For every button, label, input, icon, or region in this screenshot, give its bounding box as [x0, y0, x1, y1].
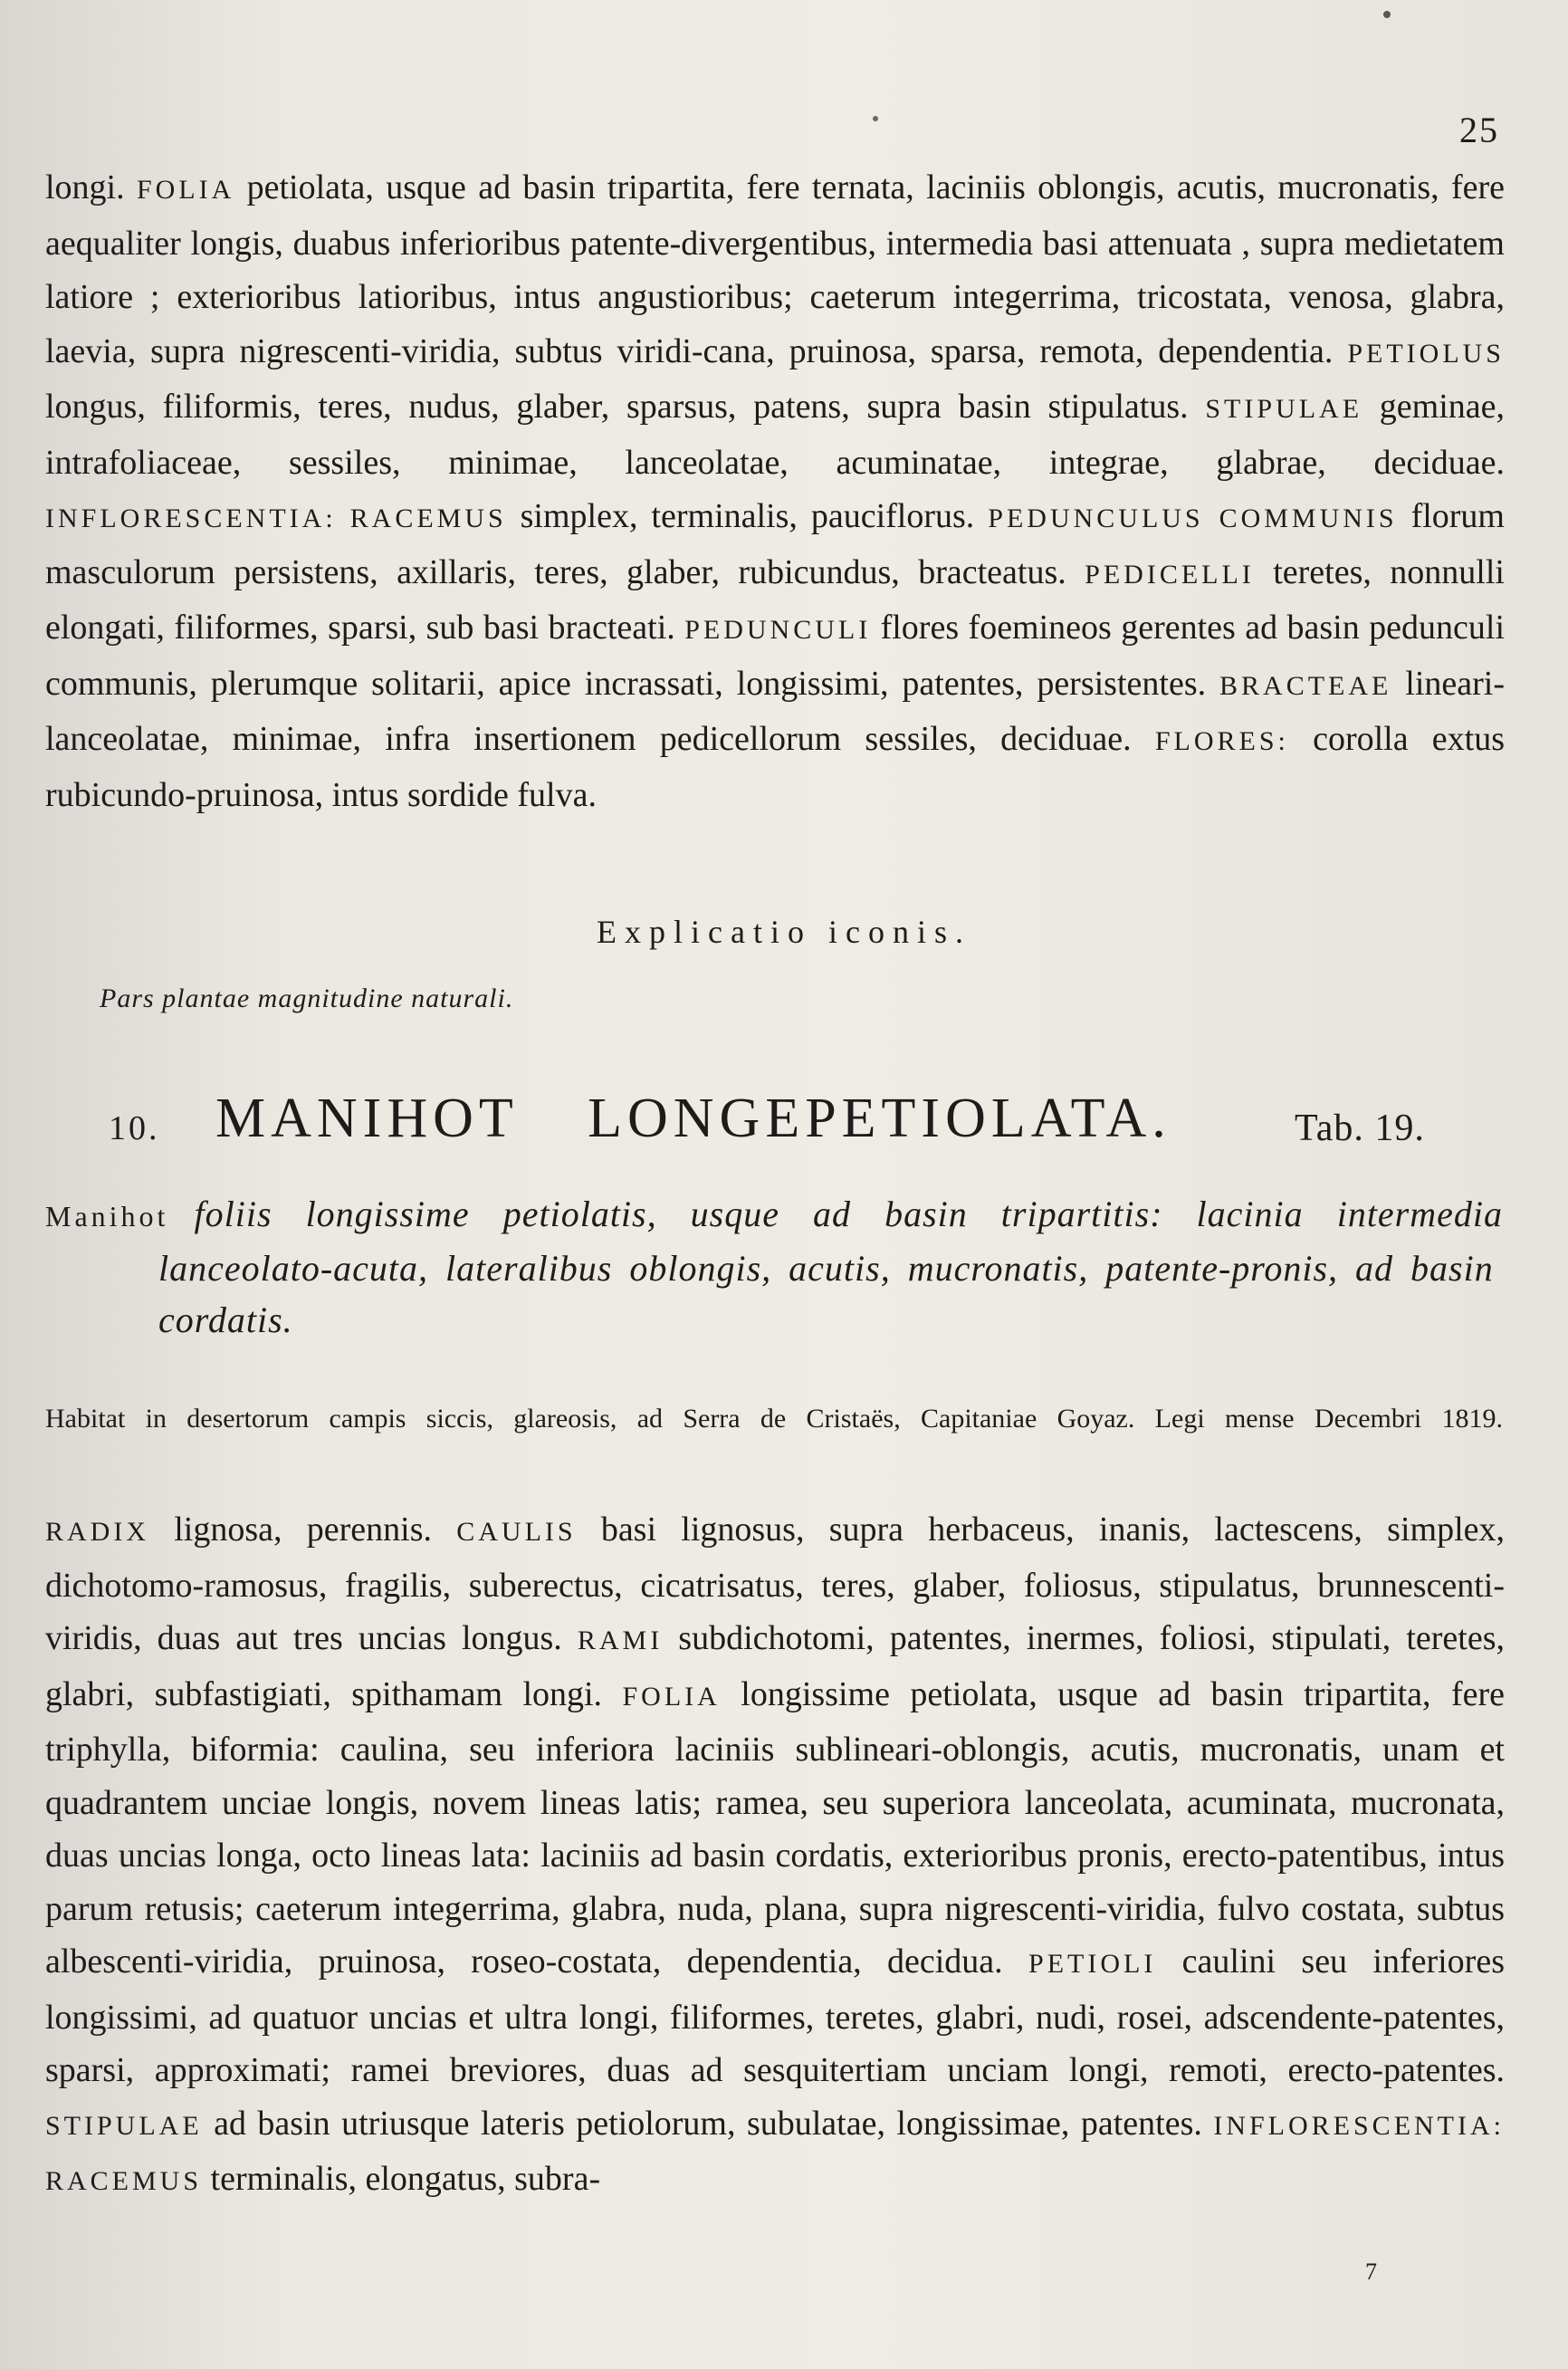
habitat-note: Habitat in desertorum campis siccis, glareosis, ad Serra de Cristaës, Capitaniae Goyaz. Legi mense Decembri 1819.	[45, 1404, 1503, 1434]
species-number: 10.	[109, 1109, 160, 1147]
text-run: florum masculorum persistens, axillaris, teres, glaber, rubicundus, bracteatus.	[45, 497, 1505, 591]
small-caps-term: BRACTEAE	[1219, 670, 1392, 701]
small-caps-term: INFLORESCENTIA:	[1213, 2110, 1505, 2141]
small-caps-term: RACEMUS	[45, 2166, 203, 2196]
diagnosis-genus: Manihot	[45, 1200, 169, 1232]
small-caps-term: PEDUNCULI	[684, 615, 872, 645]
species-heading	[109, 1087, 1448, 1159]
text-run: flores foemineos gerentes ad basin pedunculi communis, plerumque solitarii, apice incrassati, longissimi, patentes, persistentes.	[45, 609, 1505, 703]
small-caps-term: FLORES:	[1154, 726, 1289, 756]
text-run: longus, filiformis, teres, nudus, glaber, sparsus, patens, supra basin stipulatus.	[45, 388, 1206, 426]
description-paragraph	[45, 1503, 1505, 2209]
small-caps-term: RACEMUS	[349, 504, 507, 533]
figure-explanation-heading: Explicatio iconis.	[597, 914, 971, 950]
text-run: lignosa, perennis.	[149, 1511, 457, 1549]
small-caps-term: PETIOLUS	[1347, 338, 1505, 369]
description-paragraph-continued	[45, 161, 1505, 822]
page-number: 25	[1459, 110, 1499, 150]
diagnosis-text-line1: foliis longissime petiolatis, usque ad basin tripartitis: lacinia intermedia	[194, 1194, 1504, 1234]
figure-explanation-text: Pars plantae magnitudine naturali.	[100, 983, 514, 1013]
small-caps-term: PETIOLI	[1028, 1949, 1157, 1979]
ink-speck	[1383, 11, 1391, 18]
text-run: longi.	[45, 168, 137, 206]
small-caps-term: PEDICELLI	[1085, 559, 1255, 590]
small-caps-term: FOLIA	[622, 1681, 721, 1712]
small-caps-term: RAMI	[577, 1626, 664, 1655]
small-caps-term: STIPULAE	[1205, 394, 1363, 424]
diagnosis-text-rest: lanceolato-acuta, lateralibus oblongis, acutis, mucronatis, patente-pronis, ad basin cordatis.	[158, 1248, 1494, 1340]
small-caps-term: PEDUNCULUS COMMUNIS	[988, 504, 1398, 533]
text-run: corolla extus rubicundo-pruinosa, intus sordide fulva.	[45, 720, 1505, 814]
text-run: teretes, nonnulli elongati, filiformes, sparsi, sub basi bracteati.	[45, 552, 1505, 647]
text-run: lineari-lanceolatae, minimae, infra insertionem pedicellorum sessiles, deciduae.	[45, 664, 1505, 758]
text-run: terminalis, elongatus, subra-	[202, 2160, 601, 2198]
diagnosis-first-line	[45, 1188, 1503, 1242]
text-run: petiolata, usque ad basin tripartita, fere ternata, laciniis oblongis, acutis, mucronatis, fere aequaliter longis, duabus inferioribus patente-divergentibus, intermedia basi attenuata , supra medietatem latiore ; exterioribus latioribus, intus angustioribus; caeterum integerrima, tricostata, venosa, glabra, laevia, supra nigrescenti-viridia, subtus viridi-cana, pruinosa, sparsa, remota, dependentia.	[45, 168, 1505, 370]
small-caps-term: STIPULAE	[45, 2110, 203, 2141]
text-run: geminae, intrafoliaceae, sessiles, minimae, lanceolatae, acuminatae, integrae, glabrae, deciduae.	[45, 388, 1505, 482]
species-name: MANIHOT LONGEPETIOLATA.	[215, 1088, 1171, 1149]
signature-mark: 7	[1365, 2259, 1377, 2285]
text-run: caulini seu inferiores longissimi, ad quatuor uncias et ultra longi, filiformes, teretes, glabri, nudi, rosei, adscendente-patentes, sparsi, approximati; ramei breviores, duas ad sesquitertiam unciam longi, remoti, erecto-patentes.	[45, 1942, 1505, 2089]
text-run: basi lignosus, supra herbaceus, inanis, lactescens, simplex, dichotomo-ramosus, fragilis, suberectus, cicatrisatus, teres, glaber, foliosus, stipulatus, brunnescenti-viridis, duas aut tres uncias longus.	[45, 1511, 1505, 1657]
small-caps-term: INFLORESCENTIA:	[45, 504, 337, 533]
species-diagnosis	[45, 1188, 1503, 1346]
plate-reference: Tab. 19.	[1295, 1108, 1425, 1149]
text-run: ad basin utriusque lateris petiolorum, subulatae, longissimae, patentes.	[202, 2104, 1214, 2143]
text-run: longissime petiolata, usque ad basin tripartita, fere triphylla, biformia: caulina, seu inferiora laciniis sublineari-oblongis, acutis, mucronatis, unam et quadrantem unciae longis, novem lineas latis; ramea, seu superiora lanceolata, acuminata, mucronata, duas uncias longa, octo lineas lata: laciniis ad basin cordatis, exterioribus pronis, erecto-patentibus, intus parum retusis; caeterum integerrima, glabra, nuda, plana, supra nigrescenti-viridia, fulvo costata, subtus albescenti-viridia, pruinosa, roseo-costata, dependentia, decidua.	[45, 1674, 1505, 1981]
text-run: simplex, terminalis, pauciflorus.	[506, 497, 989, 535]
small-caps-term: CAULIS	[456, 1517, 577, 1547]
ink-speck	[873, 116, 878, 121]
text-run: subdichotomi, patentes, inermes, foliosi, stipulati, teretes, glabri, subfastigiati, spithamam longi.	[45, 1619, 1506, 1713]
small-caps-term: RADIX	[45, 1517, 149, 1547]
text-run	[337, 497, 350, 535]
small-caps-term: FOLIA	[136, 175, 235, 205]
